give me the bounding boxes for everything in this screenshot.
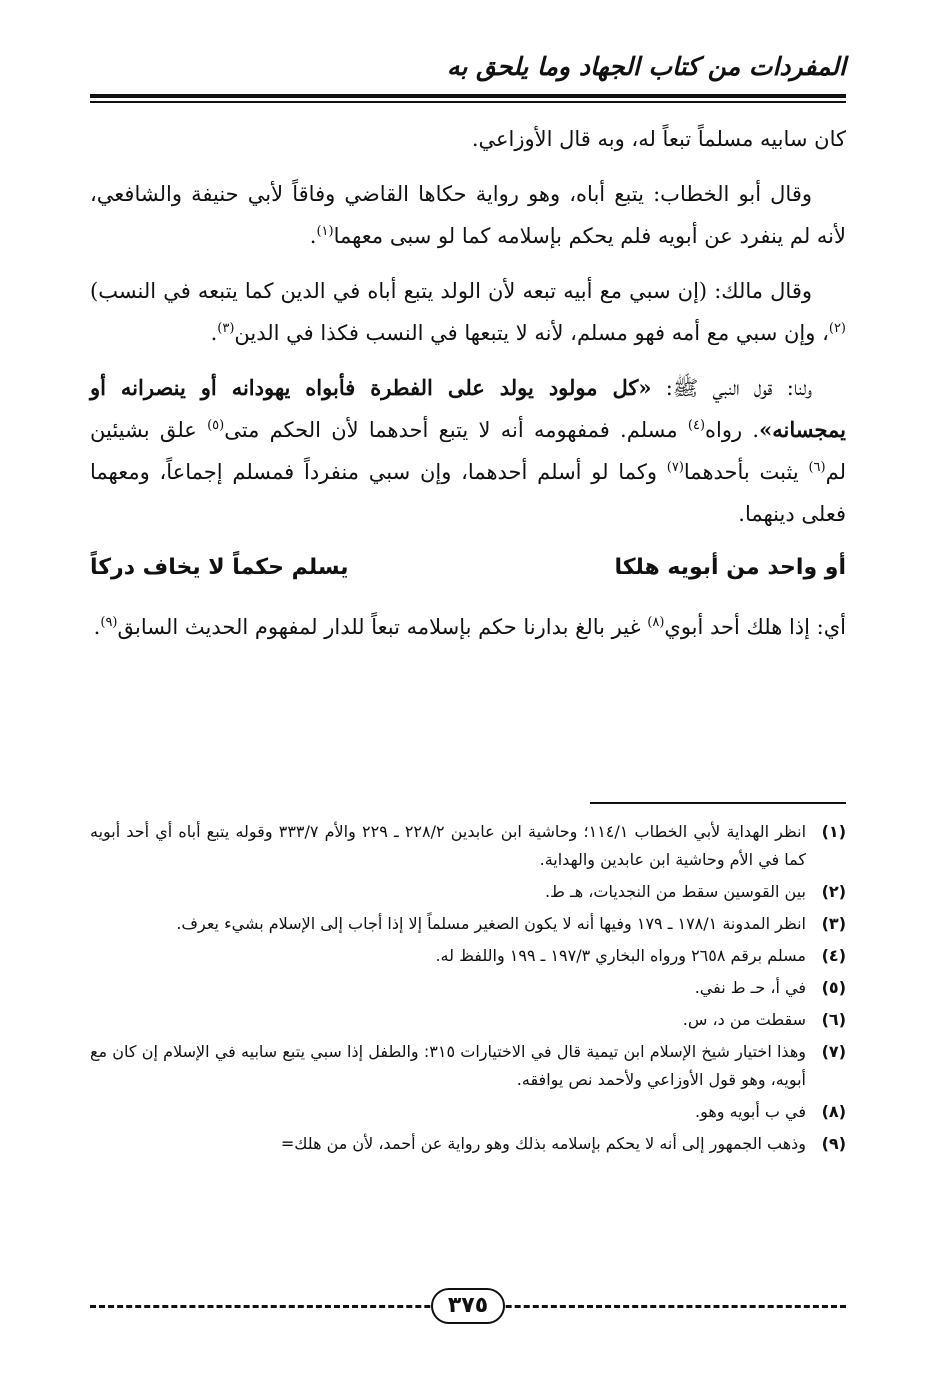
footnote-ref-3[interactable]: (٣): [217, 321, 235, 336]
footnote-ref-9[interactable]: (٩): [100, 615, 118, 630]
page-number: ٣٧٥: [431, 1288, 505, 1324]
paragraph-4: ولنا: قول النبي ﷺ: «كل مولود يولد على الفطرة فأبواه يهودانه أو ينصرانه أو يمجسانه». رواه$^{(٤)}$ مسلم. فمفهومه أنه لا يتبع أحدهما لأن الحكم متى$^{(٥)}$ علق بشيئين لم$^{(٦)}$ يثبت بأحدهما$^{(٧)}$ وكما لو أسلم أحدهما، وإن سبي منفرداً فمسلم إجماعاً، ومعهما فعلى دينهما.: [90, 375, 846, 526]
paragraph-1: كان سابيه مسلماً تبعاً له، وبه قال الأوزاعي.: [471, 127, 846, 151]
footnote-item: (٢) بين القوسين سقط من النجديات، هـ ط.: [545, 882, 846, 901]
poem-verse: [90, 548, 846, 588]
book-page: [90, 30, 846, 1360]
footnote-ref-5[interactable]: (٥): [207, 418, 225, 433]
footnote-ref-1[interactable]: (١): [316, 224, 334, 239]
footnote-ref-8[interactable]: (٨): [647, 615, 665, 630]
verse-second-hemistich: يسلم حكماً لا يخاف دركاً: [90, 555, 349, 580]
footnote-item: (٩) وذهب الجمهور إلى أنه لا يحكم بإسلامه بذلك وهو رواية عن أحمد، لأن من هلك=: [280, 1134, 846, 1153]
header-rule-thin: [90, 101, 846, 103]
footnote-ref-4[interactable]: (٤): [687, 418, 706, 433]
running-title: المفردات من كتاب الجهاد وما يلحق به: [447, 52, 846, 81]
footnote-item: (٥) في أ، حـ ط نفي.: [694, 978, 846, 997]
header-rule-thick: [90, 94, 846, 98]
footnote-item: (٣) انظر المدونة ١٧٨/١ ـ ١٧٩ وفيها أنه لا يكون الصغير مسلماً إلا إذا أجاب إلى الإسلام بشيء يعرف.: [176, 914, 846, 933]
footnote-item: (١) انظر الهداية لأبي الخطاب ١١٤/١؛ وحاشية ابن عابدين ٢٢٨/٢ ـ ٢٢٩ والأم ٣٣٣/٧ وقوله يتبع أباه أي أحد أبويه كما في الأم وحاشية ابن عابدين والهداية.: [90, 822, 846, 869]
footnotes-list: [90, 818, 846, 1162]
verse-first-hemistich: أو واحد من أبويه هلكا: [614, 555, 846, 580]
main-text: [90, 118, 846, 661]
footnote-ref-7[interactable]: (٧): [666, 460, 684, 475]
footnote-item: (٨) في ب أبويه وهو.: [694, 1102, 846, 1121]
paragraph-3: وقال مالك: (إن سبي مع أبيه تبعه لأن الولد يتبع أباه في الدين كما يتبعه في النسب)$^{(٢)}$، وإن سبي مع أمه فهو مسلم، لأنه لا يتبعها في النسب فكذا في الدين$^{(٣)}$.: [90, 279, 846, 345]
footnote-item: (٧) وهذا اختيار شيخ الإسلام ابن تيمية قال في الاختيارات ٣١٥: والطفل إذا سبي يتبع سابيه في الإسلام إن كان مع أبويه، وهو قول الأوزاعي ولأحمد نص يوافقه.: [90, 1042, 846, 1089]
footnote-item: (٤) مسلم برقم ٢٦٥٨ ورواه البخاري ١٩٧/٣ ـ ١٩٩ واللفظ له.: [435, 946, 846, 965]
footnote-ref-2[interactable]: (٢): [828, 321, 846, 336]
footnote-item: (٦) سقطت من د، س.: [682, 1010, 846, 1029]
paragraph-5: أي: إذا هلك أحد أبوي$^{(٨)}$ غير بالغ بدارنا حكم بإسلامه تبعاً للدار لمفهوم الحديث السابق$^{(٩)}$.: [93, 615, 846, 639]
hadith-quote: «كل مولود يولد على الفطرة فأبواه يهودانه أو ينصرانه أو يمجسانه»: [90, 375, 846, 442]
footnote-separator: [590, 802, 846, 804]
paragraph-2: وقال أبو الخطاب: يتبع أباه، وهو رواية حكاها القاضي وفاقاً لأبي حنيفة والشافعي، لأنه لم ينفرد عن أبويه فلم يحكم بإسلامه كما لو سبى معهما$^{(١)}$.: [90, 182, 846, 248]
footnote-ref-6[interactable]: (٦): [808, 460, 826, 475]
